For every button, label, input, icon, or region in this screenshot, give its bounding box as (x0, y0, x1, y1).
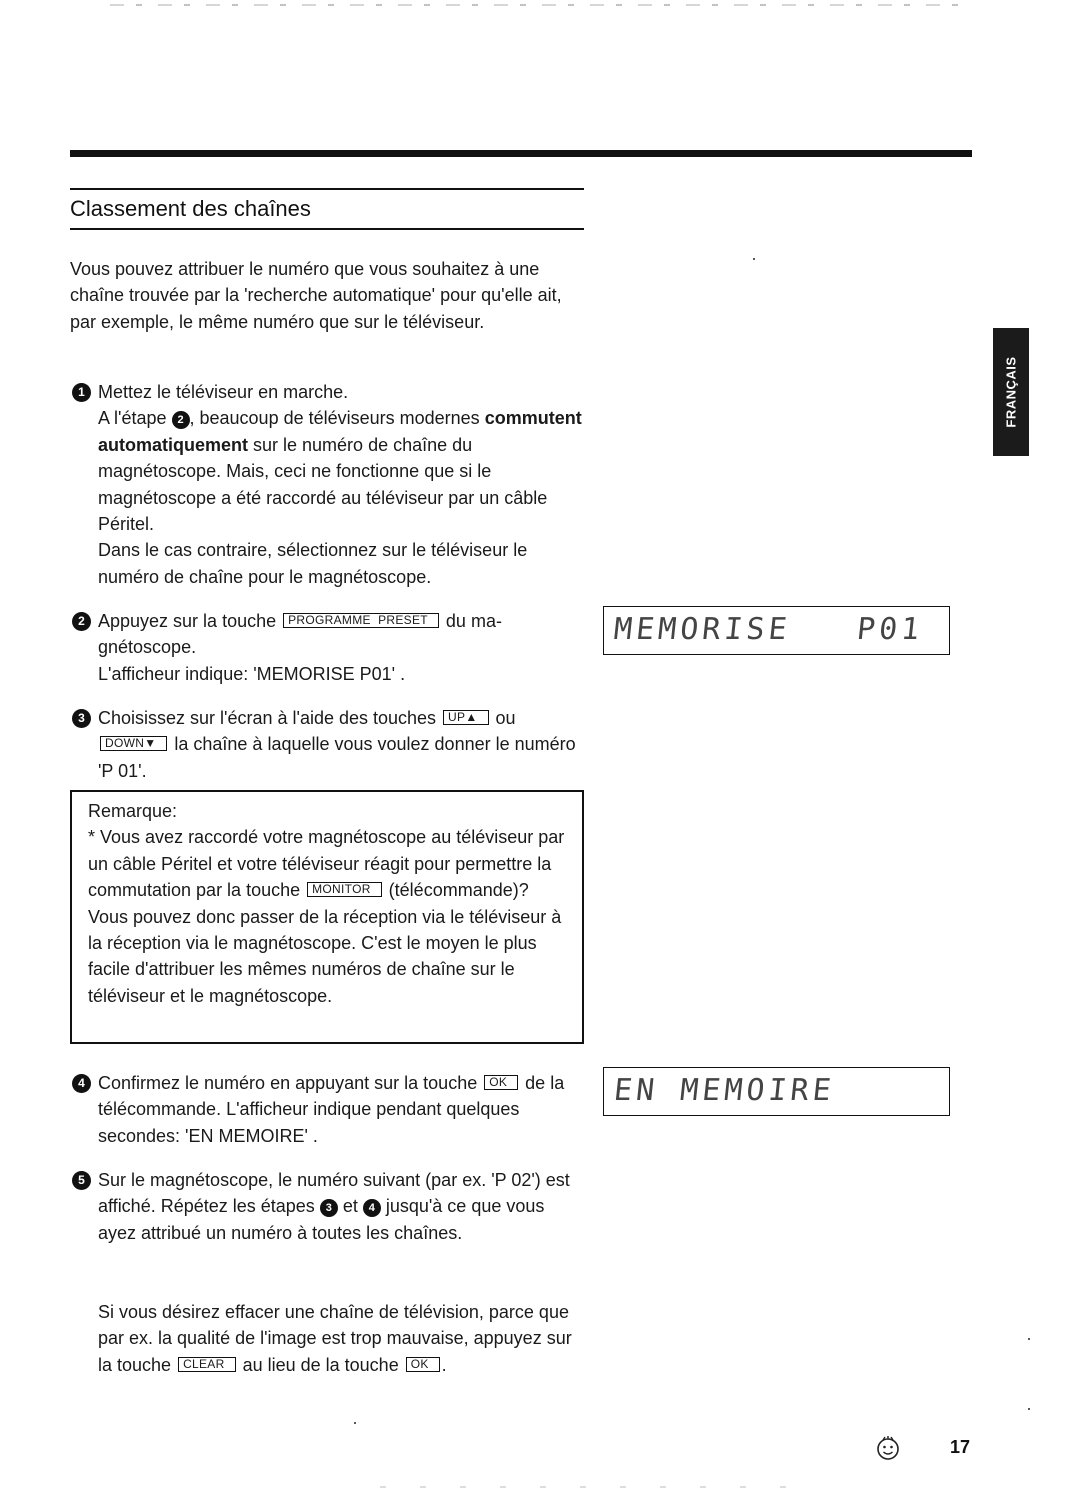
section-title: Classement des chaînes (70, 196, 311, 221)
scan-dot (753, 258, 755, 260)
up-key: UP▲ (443, 710, 488, 725)
display-memorise (603, 606, 950, 655)
page-number: 17 (950, 1437, 971, 1457)
programme-preset-key: PROGRAMME PRESET (283, 613, 439, 628)
step-number: 2 (72, 612, 91, 631)
step-number: 3 (72, 709, 91, 728)
clear-key: CLEAR (178, 1357, 236, 1372)
step-number: 1 (72, 383, 91, 402)
step-1-alternative: Dans le cas contraire, sélectionnez sur le téléviseur le numéro de chaîne pour le magnétoscope. (98, 540, 528, 587)
ok-key: OK (484, 1075, 518, 1090)
title-rule-bottom (70, 228, 584, 230)
smiley-icon (874, 1434, 902, 1462)
language-tab (993, 328, 1029, 456)
display-text: EN MEMOIRE (612, 1073, 837, 1108)
ok-key: OK (406, 1357, 440, 1372)
down-key: DOWN▼ (100, 736, 167, 751)
step-3 (72, 705, 587, 784)
step-ref-2: 2 (172, 411, 190, 429)
header-rule (70, 150, 972, 157)
language-label: FRANÇAIS (1003, 356, 1019, 428)
step-number: 5 (72, 1171, 91, 1190)
intro-paragraph: Vous pouvez attribuer le numéro que vous souhaitez à une chaîne trouvée par la 'recherche automatique' pour qu'elle ait, par exemple, le même numéro que sur le téléviseur. (70, 259, 562, 332)
note-text: * Vous avez raccordé votre magnétoscope au téléviseur par un câble Péritel et votre téléviseur réagit pour permettre la commutation par la touche MONITOR (télécommande)? Vous pouvez donc passer de la réception via le téléviseur à la réception via le magnétoscope. C'est le moyen le plus facile d'attribuer les mêmes numéros de chaîne sur le téléviseur et le magnétoscope. (88, 827, 565, 1006)
scan-artifact-top (110, 4, 970, 6)
note-title: Remarque: (88, 801, 178, 821)
scan-dot (1028, 1408, 1030, 1410)
scan-dot (1028, 1338, 1030, 1340)
step-1-text: Mettez le téléviseur en marche. (98, 382, 349, 402)
display-program: P01 (855, 612, 925, 647)
step-5 (72, 1167, 587, 1246)
step-1 (72, 379, 587, 590)
step-ref-3: 3 (320, 1199, 338, 1217)
emphasis: commutent automatiquement (98, 408, 582, 455)
step-2-text: Appuyez sur la touche PROGRAMME PRESET du magnétoscope. (98, 611, 502, 658)
clear-instruction: Si vous désirez effacer une chaîne de télévision, parce que par ex. la qualité de l'image est trop mauvaise, appuyez sur la touche CLEAR au lieu de la touche OK . (98, 1302, 572, 1375)
step-4-text: Confirmez le numéro en appuyant sur la touche OK de la télécommande. L'afficheur indique pendant quelques secondes: 'EN MEMOIRE' . (98, 1073, 565, 1146)
step-4 (72, 1070, 587, 1149)
step-2 (72, 608, 587, 687)
title-rule-top (70, 188, 584, 190)
display-text: MEMORISE (612, 612, 793, 647)
step-2-display-info: L'afficheur indique: 'MEMORISE P01' . (98, 663, 406, 684)
scan-artifact-bottom (380, 1486, 820, 1488)
step-1-detail: A l'étape 2 , beaucoup de téléviseurs modernes commutent automatiquement sur le numéro de chaîne du magnétoscope. Mais, ceci ne fonctionne que si le magnétoscope a été raccordé au téléviseur par un câble Péritel. (98, 408, 582, 535)
step-3-text: Choisissez sur l'écran à l'aide des touches UP▲ ou DOWN▼ la chaîne à laquelle vous voulez donner le numéro 'P 01'. (98, 708, 576, 781)
step-5-text: Sur le magnétoscope, le numéro suivant (par ex. 'P 02') est affiché. Répétez les étapes 3 et 4 jusqu'à ce que vous ayez attribué un numéro à toutes les chaînes. (98, 1170, 570, 1243)
step-ref-4: 4 (363, 1199, 381, 1217)
note-box (70, 790, 584, 1044)
step-number: 4 (72, 1074, 91, 1093)
monitor-key: MONITOR (307, 882, 382, 897)
display-en-memoire (603, 1067, 950, 1116)
scan-dot (354, 1422, 356, 1424)
